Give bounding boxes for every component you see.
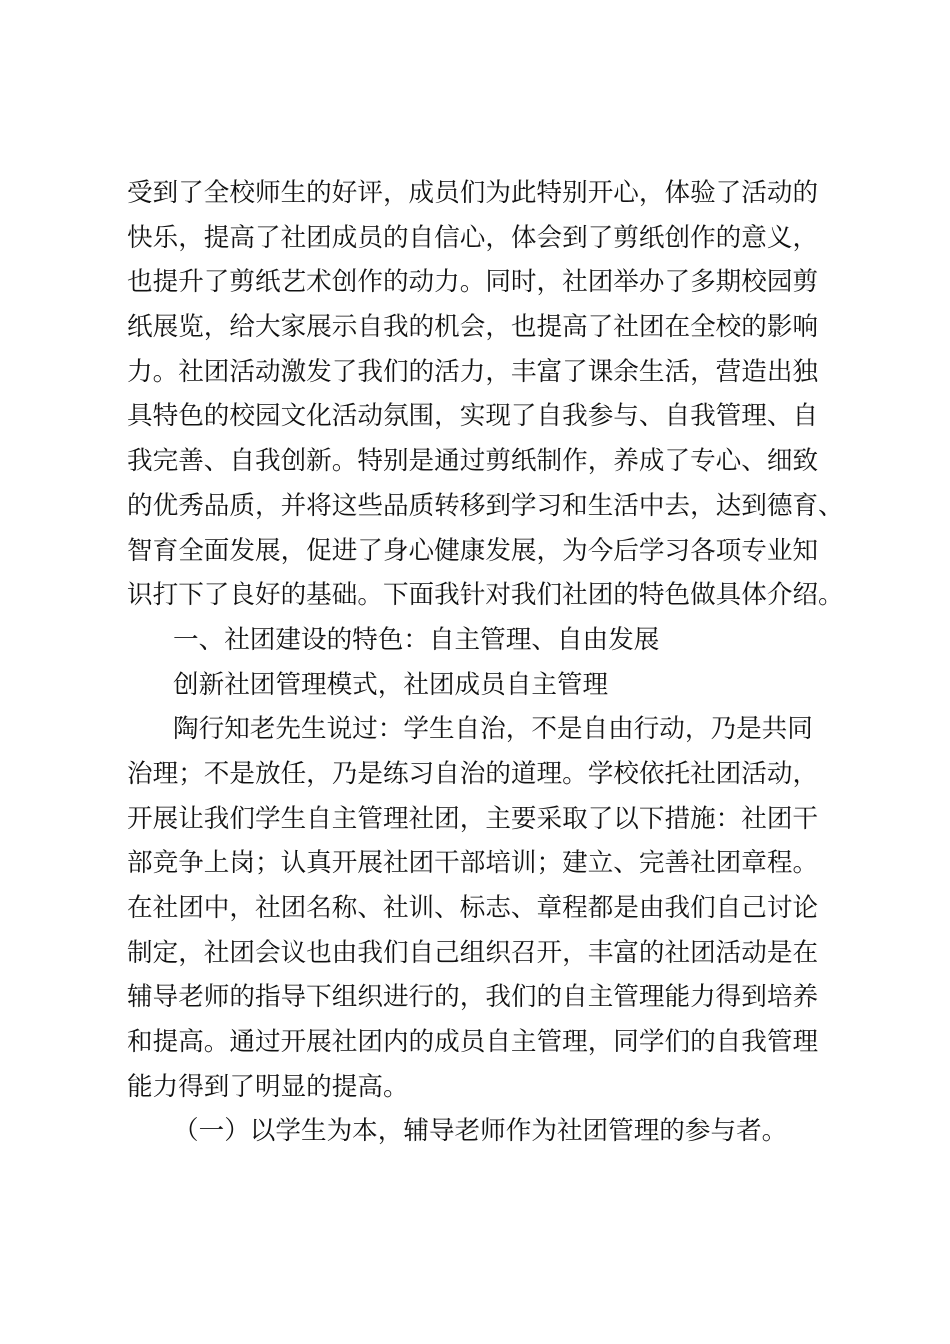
text-line: 和提高。通过开展社团内的成员自主管理，同学们的自我管理 (127, 1027, 819, 1058)
text-line: 部竞争上岗；认真开展社团干部培训；建立、完善社团章程。 (127, 848, 819, 879)
section-heading: 一、社团建设的特色：自主管理、自由发展 (173, 624, 660, 655)
text-line: 开展让我们学生自主管理社团，主要采取了以下措施：社团干 (127, 803, 819, 834)
text-line: 能力得到了明显的提高。 (127, 1071, 409, 1102)
subsection-heading: 创新社团管理模式，社团成员自主管理 (173, 669, 609, 700)
text-line: 陶行知老先生说过：学生自治，不是自由行动，乃是共同 (173, 714, 813, 745)
text-line: 智育全面发展，促进了身心健康发展，为今后学习各项专业知 (127, 535, 819, 566)
text-line: 制定，社团会议也由我们自己组织召开，丰富的社团活动是在 (127, 937, 819, 968)
text-line: 识打下了良好的基础。下面我针对我们社团的特色做具体介绍。 (127, 580, 844, 611)
subsection-heading: （一）以学生为本，辅导老师作为社团管理的参与者。 (173, 1116, 788, 1147)
text-line: 治理；不是放任，乃是练习自治的道理。学校依托社团活动， (127, 758, 819, 789)
body-text (127, 171, 844, 1154)
text-line: 纸展览，给大家展示自我的机会，也提高了社团在全校的影响 (127, 312, 819, 343)
text-line: 的优秀品质，并将这些品质转移到学习和生活中去，达到德育、 (127, 490, 844, 521)
text-line: 力。社团活动激发了我们的活力，丰富了课余生活，营造出独 (127, 356, 819, 387)
text-line: 具特色的校园文化活动氛围，实现了自我参与、自我管理、自 (127, 401, 819, 432)
text-line: 在社团中，社团名称、社训、标志、章程都是由我们自己讨论 (127, 893, 819, 923)
text-line: 辅导老师的指导下组织进行的，我们的自主管理能力得到培养 (127, 982, 819, 1013)
text-line: 我完善、自我创新。特别是通过剪纸制作，养成了专心、细致 (127, 446, 819, 477)
text-line: 快乐，提高了社团成员的自信心，体会到了剪纸创作的意义， (127, 222, 819, 253)
text-line: 也提升了剪纸艺术创作的动力。同时，社团举办了多期校园剪 (127, 267, 819, 298)
text-line: 受到了全校师生的好评，成员们为此特别开心，体验了活动的 (127, 178, 819, 208)
